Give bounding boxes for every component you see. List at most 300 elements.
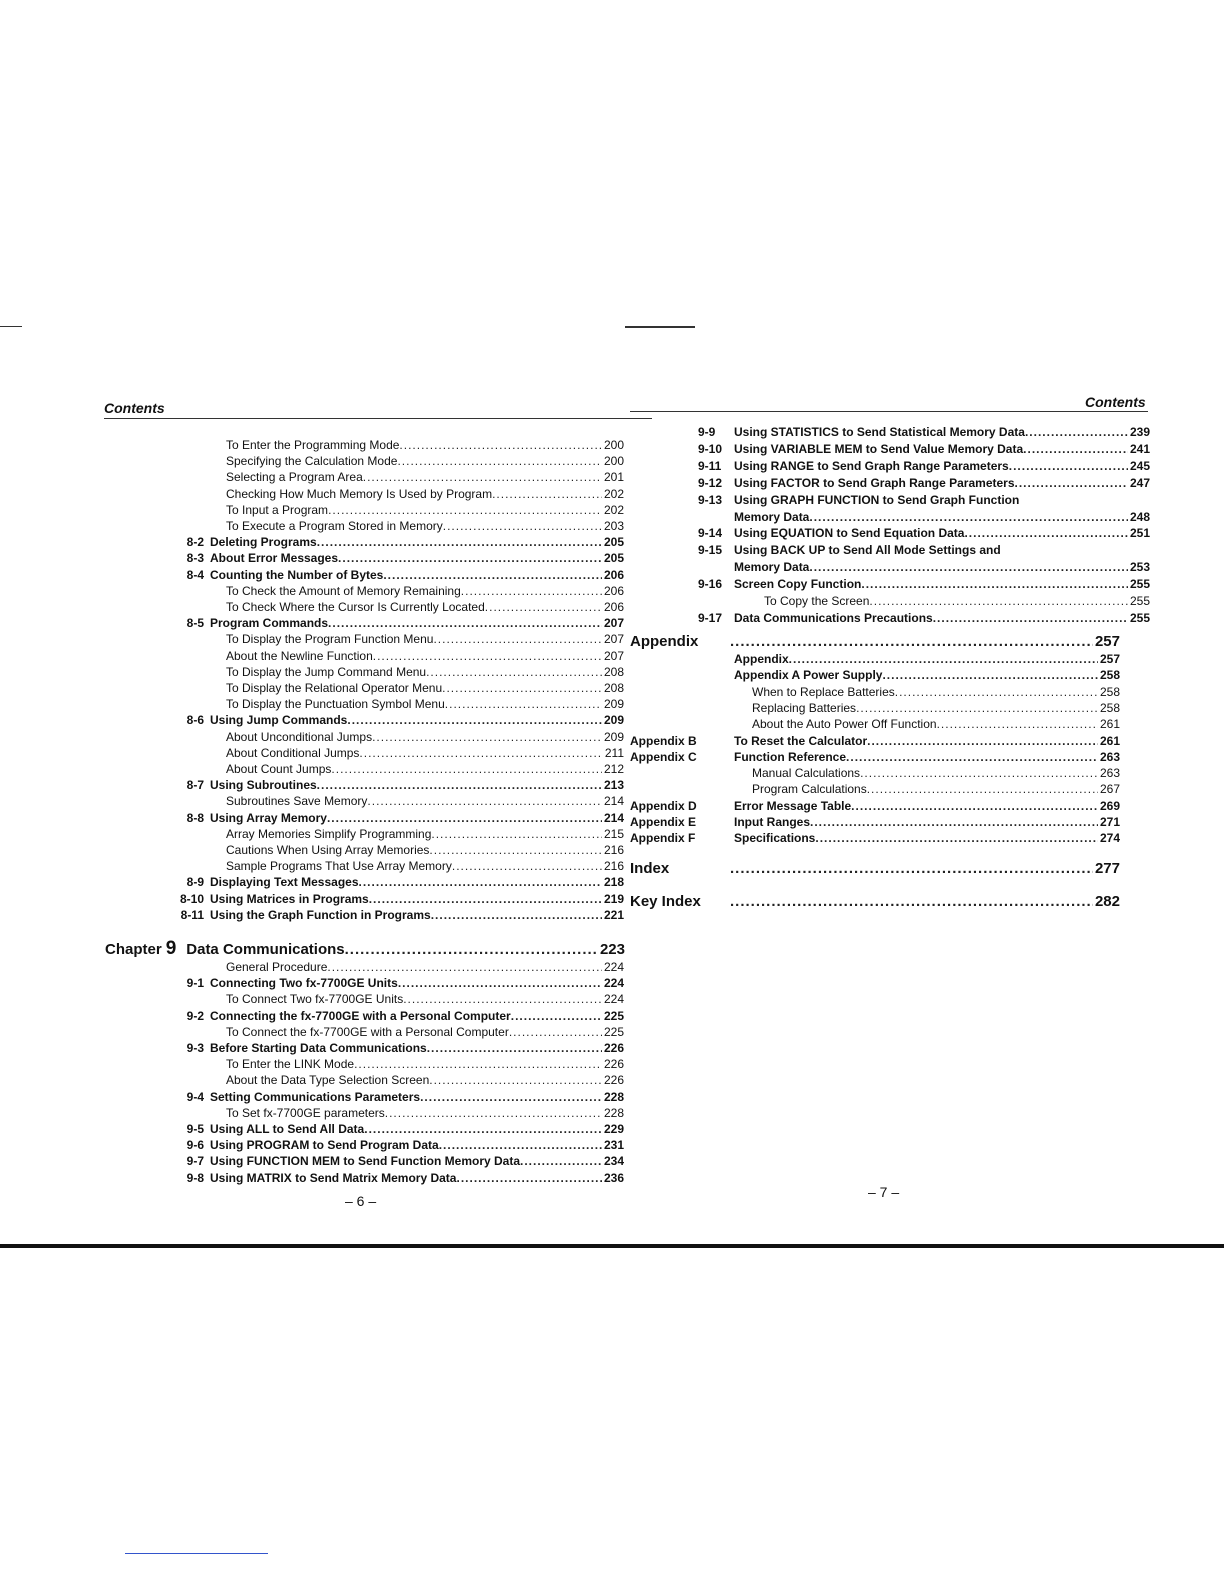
entry-title: Using ALL to Send All Data [210,1122,365,1136]
page-ref: 236 [603,1170,624,1185]
section-number: 8-7 [186,778,204,793]
page-ref: 215 [603,826,624,841]
toc-entry [168,534,624,550]
entry-title: To Display the Relational Operator Menu [226,681,443,695]
entry-title: Displaying Text Messages [210,875,359,890]
dot-leader [399,437,602,453]
dot-leader [485,599,602,615]
appendix-entry [630,781,1120,797]
dot-leader [730,632,1093,652]
toc-entry [168,1153,624,1169]
entry-title: Specifications [734,831,816,846]
page-ref: 258 [1099,700,1120,715]
entry-title: General Procedure [226,960,328,974]
page-ref: 248 [1129,509,1150,524]
dot-leader [328,502,602,518]
page-ref: 231 [603,1138,624,1153]
toc-entry [226,583,624,599]
appendix-entry [630,798,1120,814]
dot-leader [403,991,602,1007]
page-ref: 257 [1099,652,1120,666]
key-index-page: 282 [1094,893,1120,910]
dot-leader [347,712,602,728]
dot-leader [937,716,1098,732]
appendix-entry [630,667,1120,683]
toc-entry [168,874,624,890]
page-ref: 245 [1129,458,1150,473]
toc-entry [226,486,624,502]
dot-leader [385,1105,602,1121]
page-ref: 274 [1099,831,1120,846]
left-page-number: – 6 – [345,1193,377,1209]
page-ref: 226 [603,1057,624,1072]
appendix-label: Appendix E [630,815,697,829]
entry-title: Setting Communications Parameters [210,1089,421,1104]
section-number: 9-2 [186,1008,204,1023]
page-ref: 200 [603,438,624,452]
toc-entry [698,509,1150,525]
dot-leader [1025,424,1128,440]
page-ref: 209 [603,697,624,712]
dot-leader [442,680,602,696]
entry-title: Sample Programs That Use Array Memory [226,859,452,874]
page-ref: 207 [603,632,624,647]
toc-entry [226,664,624,680]
toc-entry [168,1008,624,1024]
toc-entry [226,648,624,664]
toc-entry [168,550,624,566]
entry-title: Memory Data [734,509,810,524]
dot-leader [509,1024,602,1040]
entry-title: To Reset the Calculator [734,733,868,748]
dot-leader [372,729,602,745]
entry-title: To Input a Program [226,502,329,517]
section-number: 9-10 [698,441,723,456]
entry-title: Before Starting Data Communications [210,1041,427,1055]
header-rule-right [630,411,1148,412]
dot-leader [856,700,1098,716]
toc-entry [698,559,1150,575]
entry-title: Function Reference [734,749,847,764]
entry-title: To Set fx-7700GE parameters [226,1105,385,1120]
dot-leader [363,469,602,485]
page-ref: 207 [603,648,624,663]
entry-title: Using Subroutines [210,778,317,793]
dot-leader [452,858,602,874]
page-ref: 206 [603,600,624,614]
toc-entry [698,492,1150,508]
page-ref: 202 [603,502,624,517]
toc-entry [226,745,624,761]
section-number: 8-9 [186,875,204,890]
page-ref: 261 [1099,733,1120,748]
entry-title: Using GRAPH FUNCTION to Send Graph Function [734,492,1020,507]
appendix-entry [630,651,1120,667]
dot-leader [354,1056,602,1072]
dot-leader [431,907,602,923]
page-ref: 258 [1099,684,1120,699]
page-ref: 218 [603,875,624,890]
page-ref: 219 [603,891,624,906]
appendix-label: Appendix B [630,733,697,748]
appendix-entry [630,716,1120,732]
entry-title: Array Memories Simplify Programming [226,826,432,841]
toc-entry [226,842,624,858]
section-number: 8-6 [186,713,204,728]
page-ref: 224 [603,992,624,1007]
page-ref: 271 [1099,815,1120,829]
toc-entry [226,793,624,809]
entry-title: Error Message Table [734,798,852,813]
toc-entry [226,858,624,874]
page-ref: 211 [604,745,624,760]
toc-entry [226,729,624,745]
appendix-entry [630,700,1120,716]
entry-title: About Conditional Jumps [226,745,360,760]
entry-title: Subroutines Save Memory [226,794,368,809]
toc-entry [698,475,1150,491]
appendix-entry [630,830,1120,846]
section-number: 9-12 [698,475,723,490]
page-ref: 216 [603,859,624,874]
dot-leader [895,684,1098,700]
page-ref: 200 [603,454,624,469]
dot-leader [809,559,1128,575]
page-ref: 269 [1099,798,1120,813]
section-number: 8-2 [186,535,204,550]
entry-title: To Display the Program Function Menu [226,632,434,647]
toc-entry [226,1072,624,1088]
bottom-rule [0,1244,1224,1248]
page-ref: 228 [603,1105,624,1120]
page-ref: 239 [1129,425,1150,439]
header-rule-left [104,418,652,419]
dot-leader [398,975,602,991]
entry-title: About Count Jumps [226,762,332,776]
entry-title: Screen Copy Function [734,577,862,592]
page-ref: 216 [603,843,624,857]
appendix-entry [630,814,1120,830]
entry-title: Selecting a Program Area [226,470,363,485]
entry-title: Manual Calculations [752,766,861,781]
page-ref: 224 [603,976,624,991]
toc-entry [226,826,624,842]
appendix-entry [630,749,1120,765]
appendix-label: Appendix C [630,749,697,764]
entry-title: Using Matrices in Programs [210,891,369,906]
center-mark [625,326,695,328]
dot-leader [730,859,1093,879]
page-ref: 203 [603,519,624,533]
dot-leader [345,939,598,960]
dot-leader [882,667,1098,683]
entry-title: Using Jump Commands [210,713,348,728]
dot-leader [492,486,602,502]
entry-title: Using STATISTICS to Send Statistical Memory Data [734,425,1025,439]
page-ref: 214 [603,794,624,809]
toc-entry [226,453,624,469]
entry-title: About Unconditional Jumps [226,729,373,744]
section-number: 9-15 [698,543,723,558]
toc-entry [226,599,624,615]
toc-entry [698,458,1150,474]
toc-entry [226,761,624,777]
dot-leader [933,610,1128,626]
page-ref: 229 [603,1122,624,1136]
page-ref: 202 [603,486,624,501]
toc-entry [698,593,1150,609]
entry-title: Cautions When Using Array Memories [226,843,430,857]
toc-entry [168,712,624,728]
section-number: 9-6 [186,1138,204,1153]
entry-title: About the Newline Function [226,648,373,663]
dot-leader [317,534,602,550]
toc-entry [226,959,624,975]
page-ref: 267 [1099,782,1120,797]
toc-entry [226,991,624,1007]
page-ref: 241 [1129,441,1150,456]
entry-title: About Error Messages [210,551,339,566]
dot-leader [439,1137,602,1153]
entry-title: Replacing Batteries [752,700,857,715]
page-ref: 213 [603,778,624,793]
toc-entry [168,810,624,826]
page-ref: 224 [603,960,624,974]
index-heading [630,859,1120,879]
entry-title: Program Calculations [752,782,867,797]
right-running-header: Contents [1085,394,1146,410]
page-ref: 228 [603,1089,624,1104]
appendix-heading-title: Appendix [630,633,699,650]
section-number: 8-11 [180,907,204,922]
page-ref: 206 [603,567,624,582]
page-ref: 225 [603,1024,624,1039]
dot-leader [317,777,602,793]
dot-leader [327,810,602,826]
toc-entry [226,696,624,712]
dot-leader [364,1121,602,1137]
toc-entry [698,610,1150,626]
page-ref: 212 [603,762,624,776]
dot-leader [860,765,1098,781]
entry-title: To Connect Two fx-7700GE Units [226,992,404,1007]
dot-leader [730,892,1093,912]
dot-leader [1023,441,1128,457]
entry-title: Using MATRIX to Send Matrix Memory Data [210,1170,457,1185]
dot-leader [851,798,1098,814]
dot-leader [426,664,602,680]
dot-leader [1015,475,1128,491]
toc-entry [168,975,624,991]
page-ref: 255 [1129,610,1150,625]
bottom-link-underline [125,1553,268,1554]
toc-entry [698,542,1150,558]
toc-entry [226,680,624,696]
entry-title: Program Commands [210,616,329,631]
section-number: 8-4 [186,567,204,582]
dot-leader [328,615,602,631]
page-ref: 263 [1099,749,1120,764]
dot-leader [420,1089,602,1105]
toc-entry [168,1121,624,1137]
section-number: 9-3 [186,1041,204,1055]
appendix-entry [630,733,1120,749]
dot-leader [373,648,602,664]
dot-leader [433,631,602,647]
entry-title: Appendix A Power Supply [734,668,883,683]
dot-leader [429,842,602,858]
page-ref: 209 [603,729,624,744]
page-ref: 214 [603,810,624,825]
entry-title: Using Array Memory [210,810,327,825]
entry-title: About the Data Type Selection Screen [226,1073,430,1088]
chapter-9-heading [105,938,625,960]
section-number: 9-1 [186,976,204,991]
page-ref: 251 [1129,526,1150,541]
toc-entry [226,1056,624,1072]
dot-leader [861,576,1128,592]
dot-leader [429,1072,602,1088]
entry-title: Using the Graph Function in Programs [210,907,431,922]
entry-title: To Copy the Screen [764,594,870,608]
dot-leader [461,583,602,599]
dot-leader [369,891,602,907]
toc-entry [226,1105,624,1121]
page-ref: 209 [603,713,624,728]
entry-title: Connecting Two fx-7700GE Units [210,976,398,991]
section-number: 9-7 [186,1154,204,1169]
dot-leader [445,696,602,712]
dot-leader [431,826,602,842]
section-number: 8-10 [179,891,204,906]
entry-title: To Execute a Program Stored in Memory [226,519,443,533]
dot-leader [869,593,1128,609]
toc-entry [226,469,624,485]
dot-leader [327,959,602,975]
index-title: Index [630,860,670,877]
entry-title: To Display the Jump Command Menu [226,664,427,679]
dot-leader [520,1153,602,1169]
entry-title: Using FACTOR to Send Graph Range Parameters [734,475,1015,490]
appendix-heading-page: 257 [1094,633,1120,650]
key-index-title: Key Index [630,893,701,910]
toc-entry [168,615,624,631]
entry-title: Using EQUATION to Send Equation Data [734,526,965,541]
toc-entry [698,441,1150,457]
entry-title: Input Ranges [734,815,811,829]
page-ref: 255 [1129,577,1150,592]
left-running-header: Contents [104,400,165,416]
entry-title: About the Auto Power Off Function [752,717,937,732]
toc-entry [168,777,624,793]
section-number: 9-5 [186,1122,204,1136]
dot-leader [397,453,602,469]
right-page-number: – 7 – [868,1184,900,1200]
index-page: 277 [1094,860,1120,877]
toc-entry [226,437,624,453]
page-ref: 205 [603,535,624,550]
dot-leader [964,525,1128,541]
toc-entry [168,1170,624,1186]
key-index-heading [630,892,1120,912]
toc-entry [168,1089,624,1105]
section-number: 8-3 [186,551,204,566]
section-number: 8-5 [186,616,204,631]
page-ref: 255 [1129,594,1150,608]
dot-leader [511,1008,602,1024]
dot-leader [846,749,1098,765]
dot-leader [443,518,602,534]
toc-entry [168,1137,624,1153]
entry-title: To Check Where the Cursor Is Currently Located [226,600,485,614]
chapter-title: Data Communications [186,941,345,958]
chapter-label: Chapter [105,941,162,958]
entry-title: To Enter the Programming Mode [226,438,400,452]
dot-leader [331,761,602,777]
page-ref: 205 [603,551,624,566]
entry-title: Counting the Number of Bytes [210,567,384,582]
entry-title: To Connect the fx-7700GE with a Personal Computer [226,1024,509,1039]
dot-leader [867,733,1098,749]
entry-title: Using PROGRAM to Send Program Data [210,1138,439,1153]
page-ref: 263 [1099,766,1120,781]
entry-title: Connecting the fx-7700GE with a Personal Computer [210,1008,511,1023]
entry-title: To Enter the LINK Mode [226,1057,355,1072]
entry-title: Using FUNCTION MEM to Send Function Memory Data [210,1154,521,1169]
section-number: 9-14 [698,526,723,541]
toc-entry [226,518,624,534]
section-number: 8-8 [186,810,204,825]
section-number: 9-11 [698,458,722,473]
dot-leader [810,814,1098,830]
section-number: 9-13 [698,492,723,507]
page-ref: 225 [603,1008,624,1023]
appendix-heading [630,632,1120,652]
toc-entry [226,502,624,518]
entry-title: Memory Data [734,560,810,575]
section-number: 9-4 [186,1089,204,1104]
entry-title: Deleting Programs [210,535,317,550]
dot-leader [338,550,602,566]
page-ref: 208 [603,664,624,679]
dot-leader [427,1040,602,1056]
entry-title: Data Communications Precautions [734,610,933,625]
dot-leader [815,830,1098,846]
entry-title: Using RANGE to Send Graph Range Parameters [734,458,1009,473]
section-number: 9-9 [698,425,716,439]
entry-title: Appendix [734,652,789,666]
page-ref: 221 [603,907,624,922]
page-ref: 208 [603,681,624,695]
page-ref: 258 [1099,668,1120,683]
entry-title: Using BACK UP to Send All Mode Settings and [734,543,1001,558]
appendix-entry [630,765,1120,781]
entry-title: Checking How Much Memory Is Used by Program [226,486,493,501]
toc-entry [168,567,624,583]
entry-title: When to Replace Batteries [752,684,895,699]
chapter-number: 9 [165,938,177,959]
dot-leader [383,567,602,583]
page-ref: 207 [603,616,624,631]
entry-title: Using VARIABLE MEM to Send Value Memory Data [734,441,1024,456]
entry-title: To Display the Punctuation Symbol Menu [226,697,445,712]
dot-leader [809,509,1128,525]
dot-leader [359,745,602,761]
section-number: 9-16 [698,577,723,592]
dot-leader [867,781,1098,797]
toc-entry [698,576,1150,592]
corner-mark-left [0,326,22,327]
